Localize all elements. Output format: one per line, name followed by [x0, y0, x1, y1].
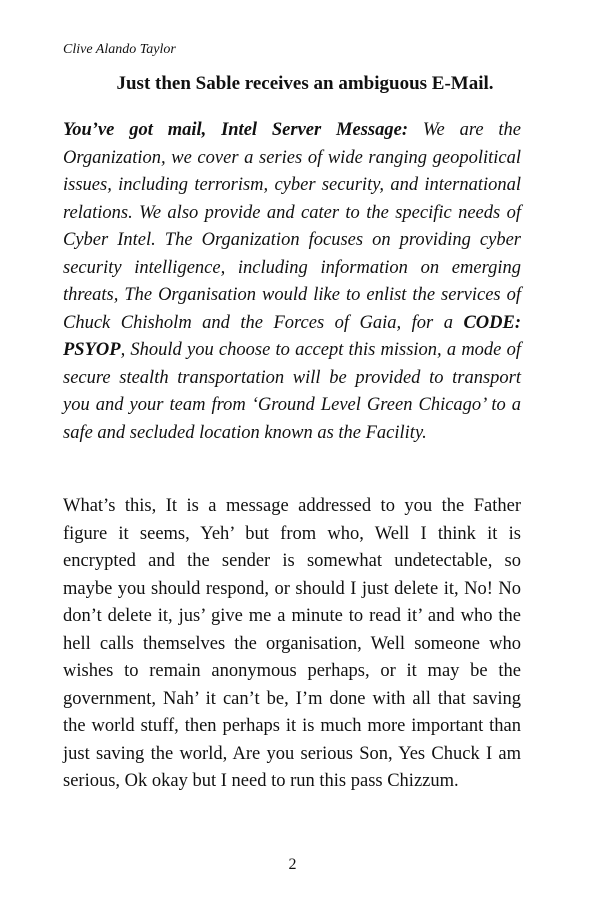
- email-message-paragraph: [63, 117, 521, 447]
- code-psyop-text: CODE: PSYOP: [63, 312, 521, 360]
- email-body-text-a: We are the Organization, we cover a series of wide ranging geopolitical issues, including terrorism, cyber security, and international relations. We also provide and cater to the specific needs of Cyber Intel. The Organization focuses on providing cyber security intelligence, including information on emerging threats, The Organisation would like to enlist the services of Chuck Chisholm and the Forces of Gaia, for a: [63, 120, 521, 333]
- dialogue-paragraph: What’s this, It is a message addressed to you the Father figure it seems, Yeh’ but from who, Well I think it is encrypted and the sender is somewhat undetectable, so maybe you should respond, or should I just delete it, No! No don’t delete it, jus’ give me a minute to read it’ and who the hell calls themselves the organisation, Well someone who wishes to remain anonymous perhaps, or it may be the government, Nah’ it can’t be, I’m done with all that saving the world stuff, then perhaps it is much more important than just saving the world, Are you serious Son, Yes Chuck I am serious, Ok okay but I need to run this pass Chizzum.: [63, 496, 521, 791]
- page-number: 2: [288, 856, 297, 873]
- running-header-author: Clive Alando Taylor: [63, 42, 176, 57]
- email-lead-text: You’ve got mail, Intel Server Message:: [63, 120, 408, 140]
- email-body-text-b: , Should you choose to accept this mission, a mode of secure stealth transportation will be provided to transport you and your team from ‘Ground Level Green Chicago’ to a safe and secluded location known as the Facility.: [63, 340, 521, 443]
- chapter-heading: Just then Sable receives an ambiguous E-Mail.: [116, 73, 494, 94]
